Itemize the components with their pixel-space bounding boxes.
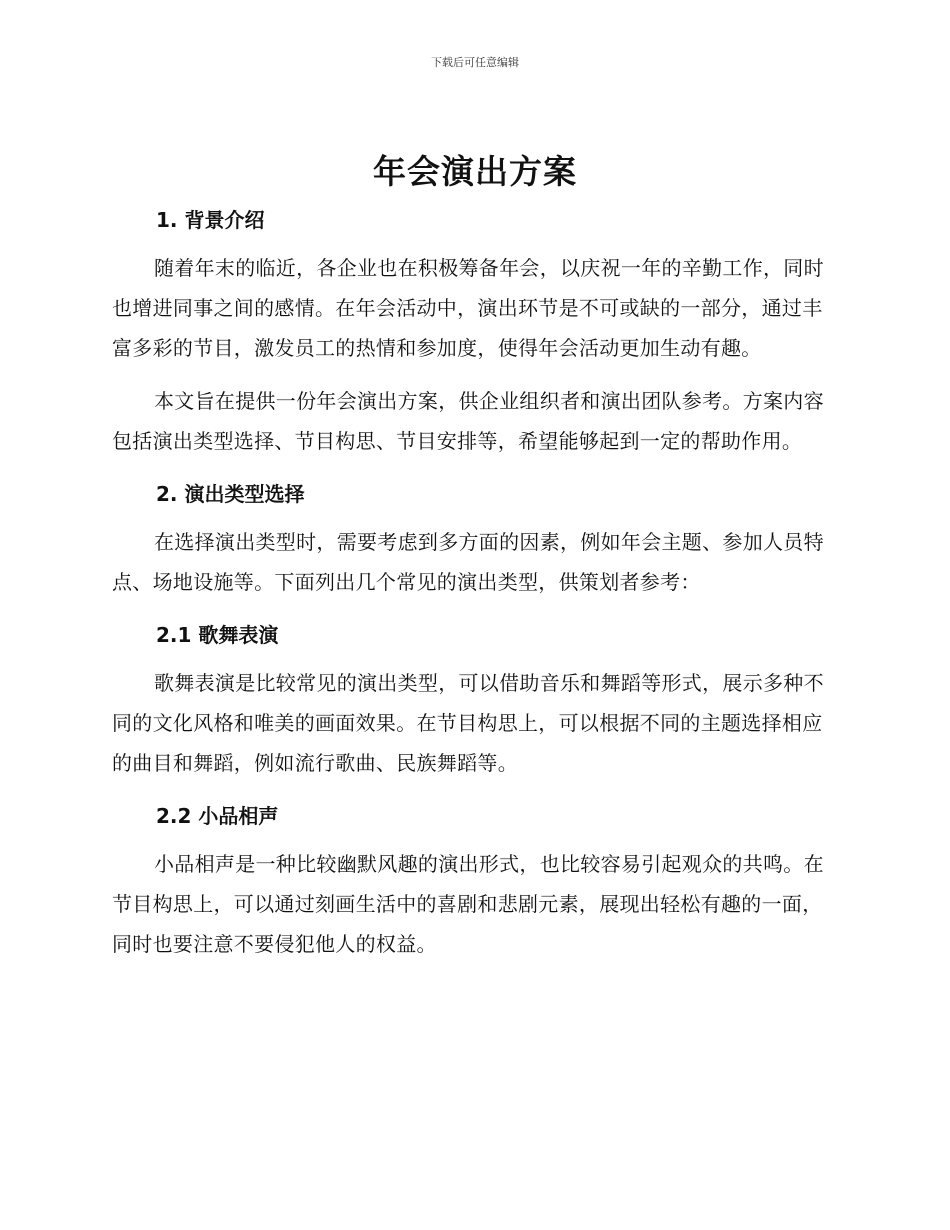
page-header: 下载后可任意编辑 [431,56,519,69]
body-paragraph: 随着年末的临近，各企业也在积极筹备年会，以庆祝一年的辛勤工作，同时也增进同事之间的感情。在年会活动中，演出环节是不可或缺的一部分，通过丰富多彩的节目，激发员工的热情和参加度，使得年会活动更加生动有趣。 [112,256,824,360]
document-title: 年会演出方案 [373,152,577,191]
subsection-heading: 2.1 歌舞表演 [156,623,279,647]
section-heading: 1. 背景介绍 [156,208,265,232]
body-paragraph: 本文旨在提供一份年会演出方案，供企业组织者和演出团队参考。方案内容包括演出类型选择、节目构思、节目安排等，希望能够起到一定的帮助作用。 [112,389,824,453]
section-heading: 2. 演出类型选择 [156,482,305,506]
body-paragraph: 歌舞表演是比较常见的演出类型，可以借助音乐和舞蹈等形式，展示多种不同的文化风格和唯美的画面效果。在节目构思上，可以根据不同的主题选择相应的曲目和舞蹈，例如流行歌曲、民族舞蹈等。 [112,671,824,775]
body-paragraph: 小品相声是一种比较幽默风趣的演出形式，也比较容易引起观众的共鸣。在节目构思上，可以通过刻画生活中的喜剧和悲剧元素，展现出轻松有趣的一面，同时也要注意不要侵犯他人的权益。 [112,852,824,956]
body-paragraph: 在选择演出类型时，需要考虑到多方面的因素，例如年会主题、参加人员特点、场地设施等。下面列出几个常见的演出类型，供策划者参考： [112,530,824,594]
document-body [112,200,832,964]
subsection-heading: 2.2 小品相声 [156,804,279,828]
